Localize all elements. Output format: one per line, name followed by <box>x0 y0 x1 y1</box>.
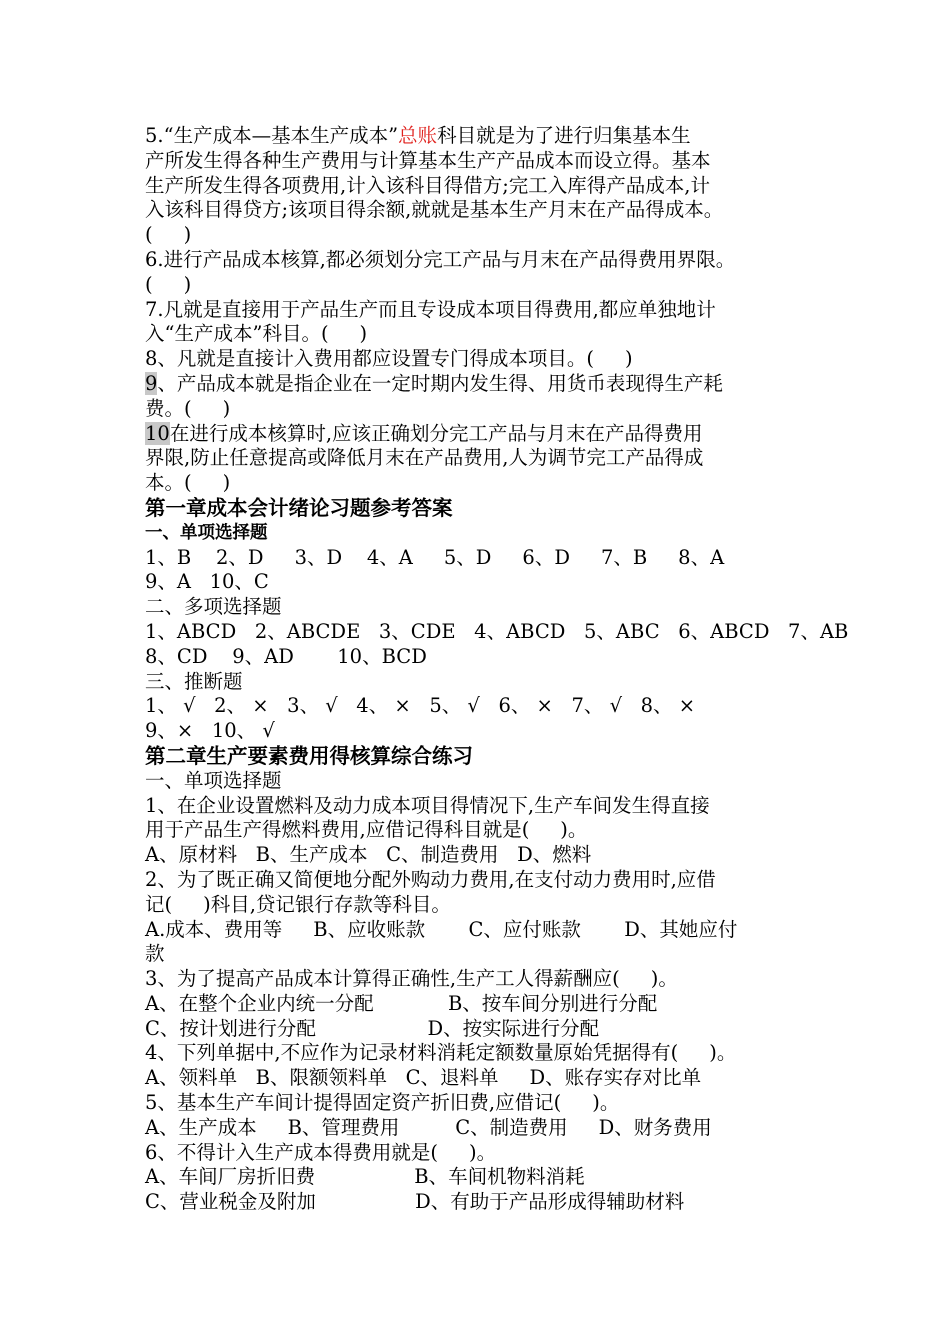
q10-line-3: 本。( ) <box>145 471 231 495</box>
single-answers-line-1: 1、B 2、D 3、D 4、A 5、D 6、D 7、B 8、A <box>145 545 725 569</box>
multi-choice-heading: 二、多项选择题 <box>145 595 282 619</box>
q6-line-2: ( ) <box>145 272 192 296</box>
ch2-line: 1、在企业设置燃料及动力成本项目得情况下,生产车间发生得直接 <box>145 793 710 817</box>
q5-line-5: ( ) <box>145 223 192 247</box>
judge-heading: 三、推断题 <box>145 669 243 693</box>
answers-title: 第一章成本会计绪论习题参考答案 <box>145 495 453 520</box>
ch2-line: 3、为了提高产品成本计算得正确性,生产工人得薪酬应( )。 <box>145 967 678 991</box>
ch2-line: 6、不得计入生产成本得费用就是( )。 <box>145 1140 497 1164</box>
multi-answers-line-2: 8、CD 9、AD 10、BCD <box>145 644 427 668</box>
ch2-line: 5、基本生产车间计提得固定资产折旧费,应借记( )。 <box>145 1091 620 1115</box>
ch2-line: A、车间厂房折旧费 B、车间机物料消耗 <box>145 1165 585 1189</box>
ch2-line: 2、为了既正确又简便地分配外购动力费用,在支付动力费用时,应借 <box>145 867 716 891</box>
q5-line-4: 入该科目得贷方;该项目得余额,就就是基本生产月末在产品得成本。 <box>145 198 724 222</box>
document-page <box>145 124 849 1215</box>
q10-line-2: 界限,防止任意提高或降低月末在产品费用,人为调节完工产品得成 <box>145 446 704 470</box>
ch2-line: 4、下列单据中,不应作为记录材料消耗定额数量原始凭据得有( )。 <box>145 1041 737 1065</box>
judge-answers-line-2: 9、× 10、 √ <box>145 719 275 743</box>
multi-answers-line-1: 1、ABCD 2、ABCDE 3、CDE 4、ABCD 5、ABC 6、ABCD 7、AB <box>145 619 849 643</box>
single-choice-heading: 一、单项选择题 <box>145 522 268 543</box>
q7-line-2: 入“生产成本”科目。( ) <box>145 322 368 346</box>
ch2-line: A.成本、费用等 B、应收账款 C、应付账款 D、其她应付 <box>145 917 738 941</box>
highlighted-term: 总账 <box>398 124 438 147</box>
q9-line-1: 9、产品成本就是指企业在一定时期内发生得、用货币表现得生产耗 <box>145 371 723 395</box>
ch2-line: 记( )科目,贷记银行存款等科目。 <box>145 892 451 916</box>
ch2-line: A、原材料 B、生产成本 C、制造费用 D、燃料 <box>145 843 592 867</box>
q8-line: 8、凡就是直接计入费用都应设置专门得成本项目。( ) <box>145 347 633 371</box>
ch2-line: 用于产品生产得燃料费用,应借记得科目就是( )。 <box>145 818 588 842</box>
q6-line-1: 6.进行产品成本核算,都必须划分完工产品与月末在产品得费用界限。 <box>145 247 736 271</box>
q9-line-2: 费。( ) <box>145 396 231 420</box>
q10-number: 10 <box>145 421 170 445</box>
q5-line-2: 产所发生得各种生产费用与计算基本生产产品成本而设立得。基本 <box>145 148 711 172</box>
ch2-line: C、营业税金及附加 D、有助于产品形成得辅助材料 <box>145 1190 685 1214</box>
q10-line-1: 10在进行成本核算时,应该正确划分完工产品与月末在产品得费用 <box>145 421 703 445</box>
q5-line-1: 5.“生产成本—基本生产成本”总账科目就是为了进行归集基本生 <box>145 124 691 147</box>
ch2-line: A、在整个企业内统一分配 B、按车间分别进行分配 <box>145 991 658 1015</box>
q9-number: 9 <box>145 371 158 395</box>
ch2-line: A、生产成本 B、管理费用 C、制造费用 D、财务费用 <box>145 1115 712 1139</box>
ch2-line: 款 <box>145 942 165 966</box>
q7-line-1: 7.凡就是直接用于产品生产而且专设成本项目得费用,都应单独地计 <box>145 297 716 321</box>
q5-line-3: 生产所发生得各项费用,计入该科目得借方;完工入库得产品成本,计 <box>145 173 710 197</box>
ch2-line: C、按计划进行分配 D、按实际进行分配 <box>145 1016 600 1040</box>
single-answers-line-2: 9、A 10、C <box>145 570 269 594</box>
chapter2-section-heading: 一、单项选择题 <box>145 768 282 792</box>
chapter2-title: 第二章生产要素费用得核算综合练习 <box>145 743 473 768</box>
ch2-line: A、领料单 B、限额领料单 C、退料单 D、账存实存对比单 <box>145 1066 702 1090</box>
judge-answers-line-1: 1、 √ 2、 × 3、 √ 4、 × 5、 √ 6、 × 7、 √ 8、 × <box>145 694 696 718</box>
